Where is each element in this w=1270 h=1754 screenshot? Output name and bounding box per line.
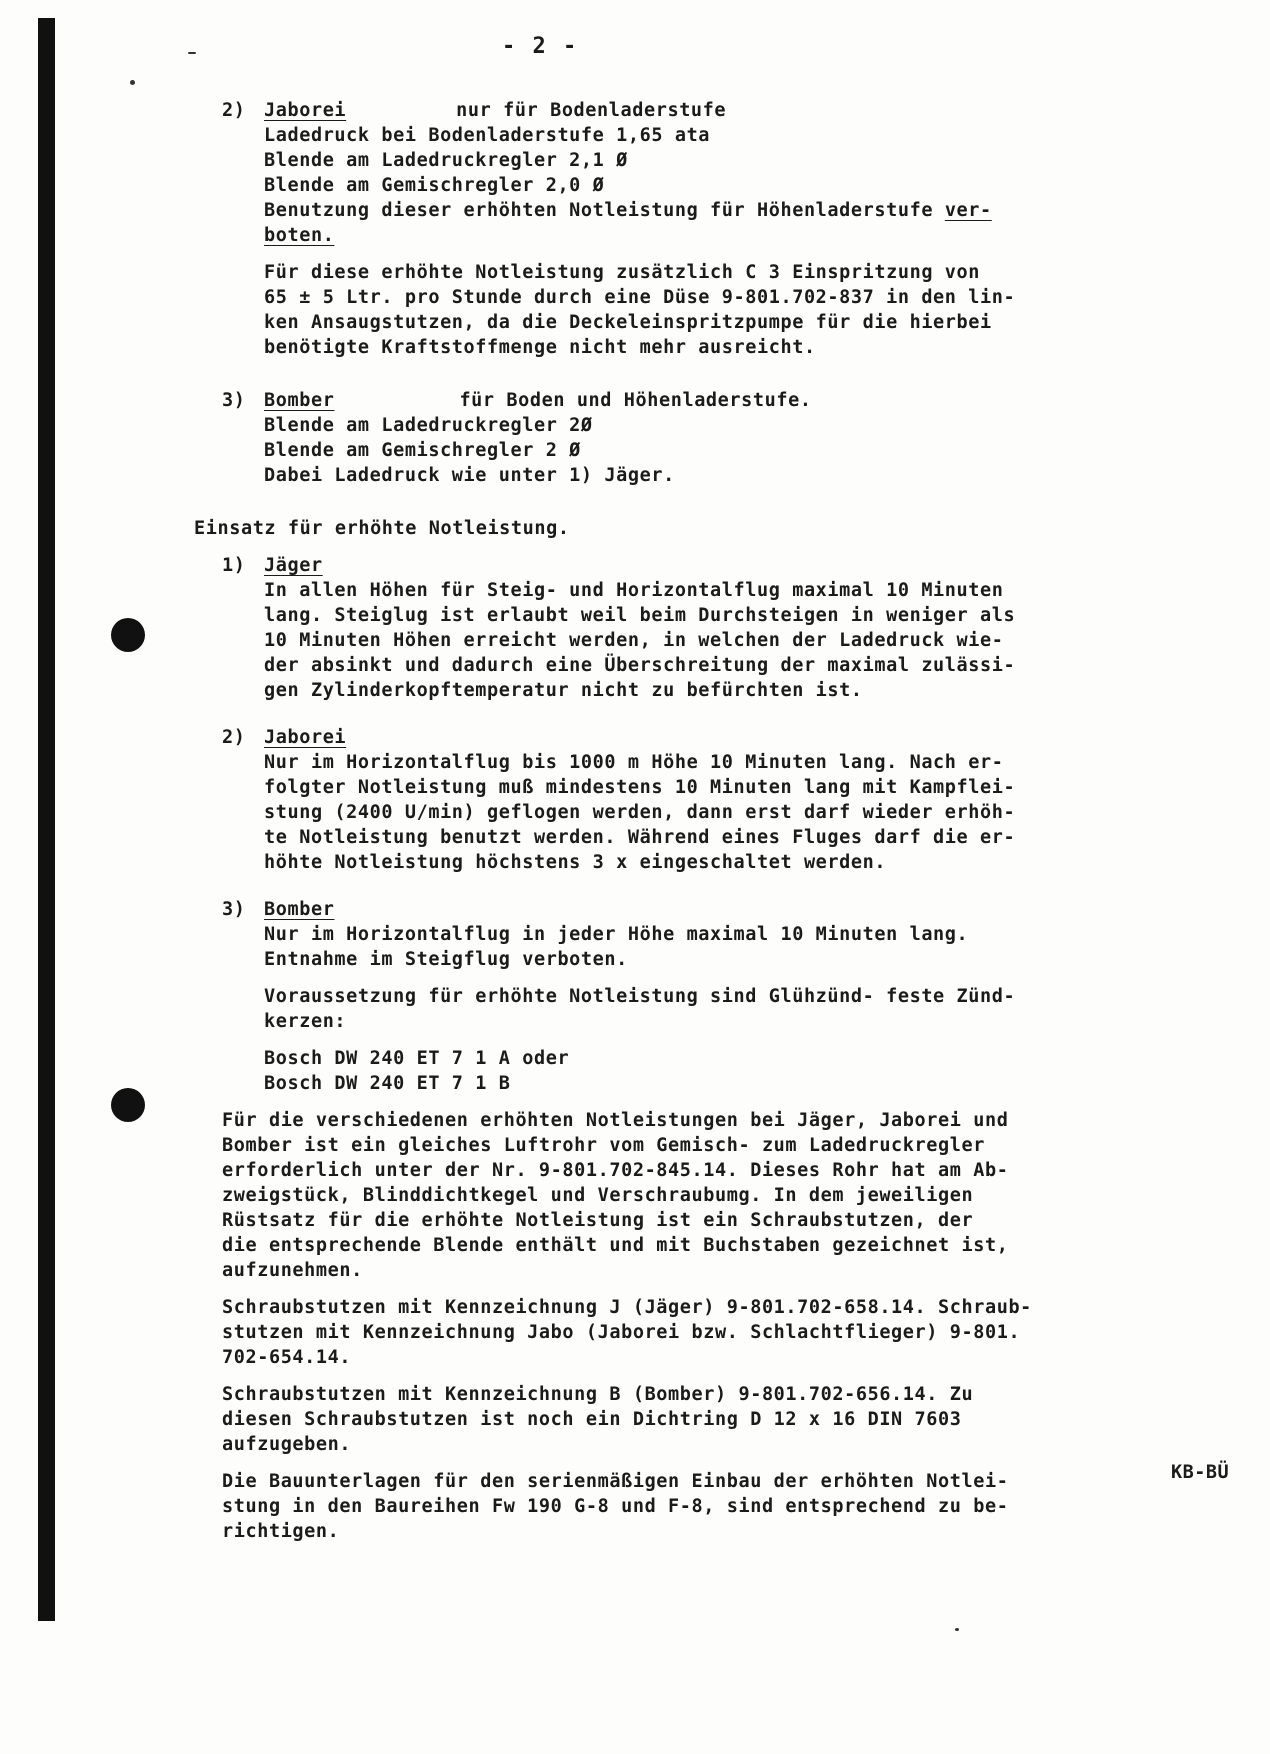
item-number: 2) <box>222 100 246 121</box>
einsatz-jaeger-item <box>222 553 1142 703</box>
text-line: richtigen. <box>222 1521 340 1542</box>
text-line: Für die verschiedenen erhöhten Notleistungen bei Jäger, Jaborei und <box>222 1110 1009 1131</box>
text-line: Entnahme im Steigflug verboten. <box>264 949 628 970</box>
text-line: Blende am Ladedruckregler 2,1 Ø <box>264 150 628 171</box>
text-line: Für diese erhöhte Notleistung zusätzlich C 3 Einspritzung von <box>264 262 981 283</box>
item-label: Bomber <box>264 899 335 920</box>
text-line: Schraubstutzen mit Kennzeichnung B (Bomber) 9-801.702-656.14. Zu <box>222 1384 974 1405</box>
jaborei-settings-item <box>222 98 1142 360</box>
text-line: Ladedruck bei Bodenladerstufe 1,65 ata <box>264 125 711 146</box>
spark-plug-line: Bosch DW 240 ET 7 1 A oder <box>264 1048 570 1069</box>
item-note: für Boden und Höhenladerstufe. <box>459 390 812 411</box>
text-line: te Notleistung benutzt werden. Während eines Fluges darf die er- <box>264 827 1016 848</box>
item-number: 3) <box>222 390 246 411</box>
punch-hole-icon <box>111 618 145 652</box>
text-line: erforderlich unter der Nr. 9-801.702-845.14. Dieses Rohr hat am Ab- <box>222 1160 1009 1181</box>
item-note: nur für Bodenladerstufe <box>456 100 727 121</box>
item-heading <box>264 388 1142 413</box>
text-line: Blende am Gemischregler 2,0 Ø <box>264 175 605 196</box>
prohibition-text: Benutzung dieser erhöhten Notleistung für Höhenladerstufe <box>264 200 945 221</box>
item-label: Jaborei <box>264 100 347 121</box>
schraubstutzen-b-paragraph <box>222 1382 1142 1457</box>
item-number: 2) <box>222 727 246 748</box>
margin-note: KB-BÜ <box>1171 1462 1230 1483</box>
text-line: stutzen mit Kennzeichnung Jabo (Jaborei bzw. Schlachtflieger) 9-801. <box>222 1322 1021 1343</box>
schraubstutzen-j-paragraph <box>222 1295 1142 1370</box>
text-line: aufzugeben. <box>222 1434 352 1455</box>
scan-speck <box>130 80 135 85</box>
text-line: Voraussetzung für erhöhte Notleistung sind Glühzünd- feste Zünd- <box>264 986 1016 1007</box>
item-heading <box>264 553 1142 578</box>
scan-speck <box>955 1628 959 1631</box>
text-line: ken Ansaugstutzen, da die Deckeleinspritzpumpe für die hierbei <box>264 312 992 333</box>
item-heading <box>264 897 1142 922</box>
luftrohr-paragraph <box>222 1108 1142 1283</box>
text-line: zweigstück, Blinddichtkegel und Verschraubumg. In dem jeweiligen <box>222 1185 974 1206</box>
text-line: In allen Höhen für Steig- und Horizontalflug maximal 10 Minuten <box>264 580 1004 601</box>
document-body <box>194 98 1142 1544</box>
punch-hole-icon <box>111 1088 145 1122</box>
section-heading: Einsatz für erhöhte Notleistung. <box>194 518 570 539</box>
einsatz-jaborei-item <box>222 725 1142 875</box>
item-number: 3) <box>222 899 246 920</box>
item-heading <box>264 725 1142 750</box>
text-line: die entsprechende Blende enthält und mit Buchstaben gezeichnet ist, <box>222 1235 1009 1256</box>
text-line: 65 ± 5 Ltr. pro Stunde durch eine Düse 9-801.702-837 in den lin- <box>264 287 1016 308</box>
text-line: aufzunehmen. <box>222 1260 363 1281</box>
text-line: diesen Schraubstutzen ist noch ein Dichtring D 12 x 16 DIN 7603 <box>222 1409 962 1430</box>
text-line: 10 Minuten Höhen erreicht werden, in welchen der Ladedruck wie- <box>264 630 1004 651</box>
prohibition-line <box>264 223 1142 248</box>
einsatz-bomber-item <box>222 897 1142 1096</box>
text-line: der absinkt und dadurch eine Überschreitung der maximal zulässi- <box>264 655 1016 676</box>
spark-plug-line: Bosch DW 240 ET 7 1 B <box>264 1073 511 1094</box>
prohibition-underlined: ver- <box>944 200 992 221</box>
text-line: gen Zylinderkopftemperatur nicht zu befürchten ist. <box>264 680 863 701</box>
text-line: Nur im Horizontalflug in jeder Höhe maximal 10 Minuten lang. <box>264 924 969 945</box>
item-number: 1) <box>222 555 246 576</box>
text-line: Blende am Ladedruckregler 2Ø <box>264 415 593 436</box>
scan-speck <box>188 52 196 54</box>
text-line: folgter Notleistung muß mindestens 10 Minuten lang mit Kampflei- <box>264 777 1016 798</box>
text-line: lang. Steiglug ist erlaubt weil beim Durchsteigen in weniger als <box>264 605 1016 626</box>
bauunterlagen-paragraph <box>222 1469 1142 1544</box>
prohibition-line <box>264 198 1142 223</box>
text-line: Nur im Horizontalflug bis 1000 m Höhe 10 Minuten lang. Nach er- <box>264 752 1004 773</box>
text-line: benötigte Kraftstoffmenge nicht mehr ausreicht. <box>264 337 816 358</box>
bomber-settings-item <box>222 388 1142 488</box>
page-number: - 2 - <box>502 34 579 59</box>
prohibition-underlined: boten. <box>264 225 335 246</box>
text-line: Die Bauunterlagen für den serienmäßigen Einbau der erhöhten Notlei- <box>222 1471 1009 1492</box>
item-heading <box>264 98 1142 123</box>
item-label: Jäger <box>264 555 323 576</box>
item-label: Jaborei <box>264 727 347 748</box>
text-line: Dabei Ladedruck wie unter 1) Jäger. <box>264 465 675 486</box>
text-line: Schraubstutzen mit Kennzeichnung J (Jäger) 9-801.702-658.14. Schraub- <box>222 1297 1032 1318</box>
text-line: stung in den Baureihen Fw 190 G-8 und F-8, sind entsprechend zu be- <box>222 1496 1009 1517</box>
text-line: Blende am Gemischregler 2 Ø <box>264 440 581 461</box>
text-line: Rüstsatz für die erhöhte Notleistung ist ein Schraubstutzen, der <box>222 1210 974 1231</box>
text-line: 702-654.14. <box>222 1347 352 1368</box>
text-line: Bomber ist ein gleiches Luftrohr vom Gemisch- zum Ladedruckregler <box>222 1135 985 1156</box>
text-line: kerzen: <box>264 1011 347 1032</box>
text-line: höhte Notleistung höchstens 3 x eingeschaltet werden. <box>264 852 887 873</box>
text-line: stung (2400 U/min) geflogen werden, dann erst darf wieder erhöh- <box>264 802 1016 823</box>
scan-edge-bar <box>38 18 55 1621</box>
item-label: Bomber <box>264 390 335 411</box>
